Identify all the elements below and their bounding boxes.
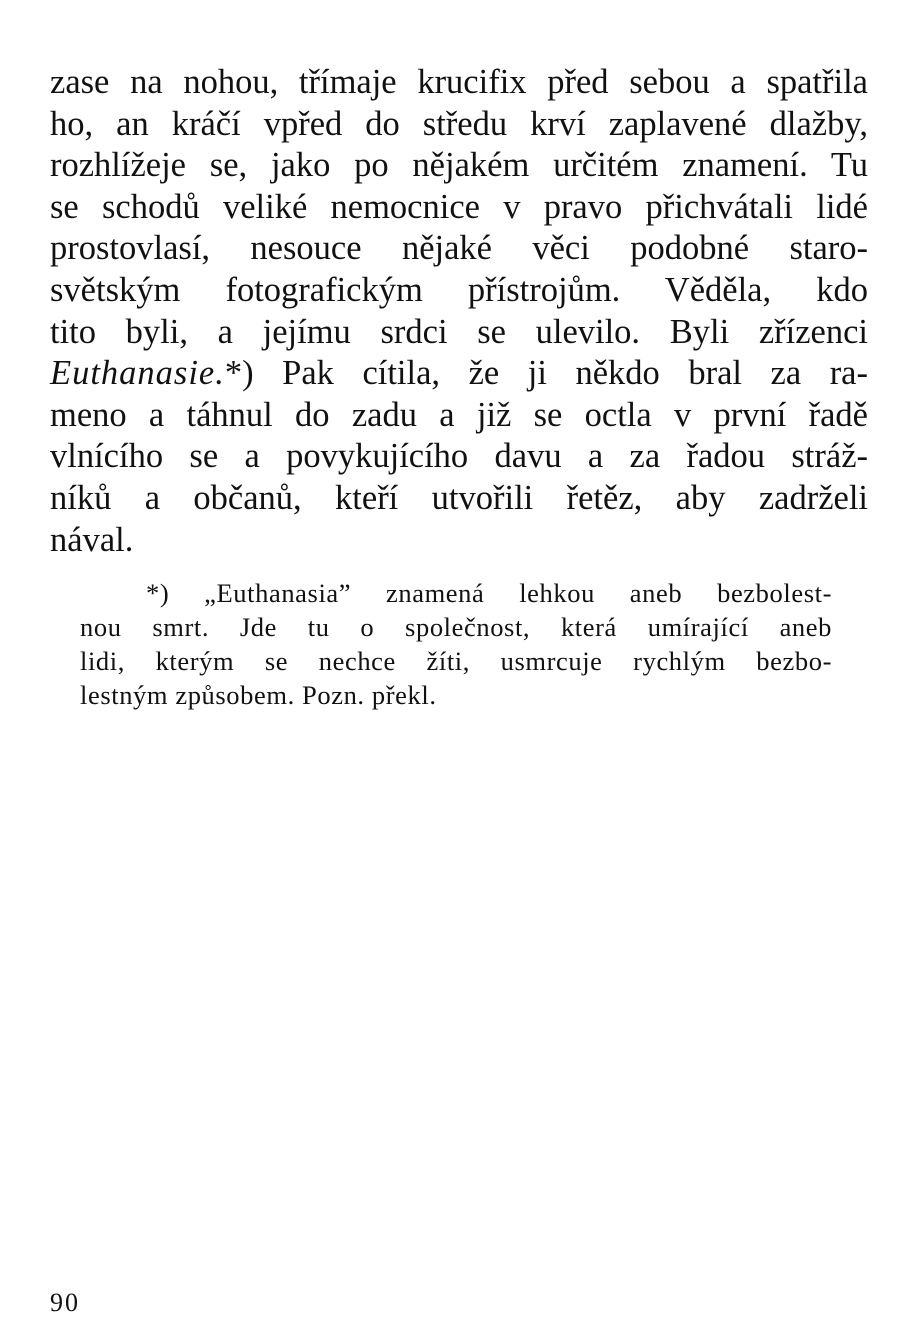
footnote-reference: *) xyxy=(224,354,254,393)
body-line-7: tito byli, a jejímu srdci se ulevilo. Byli zřízenci xyxy=(50,312,868,351)
body-line-9: meno a táhnul do zadu a již se octla v první řadě xyxy=(50,395,868,434)
body-line-6: světským fotografickým přístrojům. Věděla, kdo xyxy=(50,270,868,309)
body-line-8-text: Pak cítila, že ji někdo bral za ra- xyxy=(282,354,868,393)
body-line-12: nával. xyxy=(50,520,134,559)
body-line-2: ho, an kráčí vpřed do středu krví zaplavené dlažby, xyxy=(50,104,868,143)
body-line-11: níků a občanů, kteří utvořili řetěz, aby zadrželi xyxy=(50,478,868,517)
body-line-8 xyxy=(50,353,868,395)
footnote-line-1: *) „Euthanasia” znamená lehkou aneb bezbolest- xyxy=(146,578,832,608)
body-line-3: rozhlížeje se, jako po nějakém určitém znamení. Tu xyxy=(50,146,868,185)
body-line-4: se schodů veliké nemocnice v pravo přichvátali lidé xyxy=(50,187,868,226)
body-line-1: zase na nohou, třímaje krucifix před sebou a spatřila xyxy=(50,63,868,101)
footnote-line-2: nou smrt. Jde tu o společnost, která umírající aneb xyxy=(80,612,832,642)
body-line-10: vlnícího se a povykujícího davu a za řadou stráž- xyxy=(50,437,868,476)
body-paragraph xyxy=(50,62,868,561)
page-number: 90 xyxy=(50,1288,80,1317)
body-line-5: prostovlasí, nesouce nějaké věci podobné staro- xyxy=(50,229,868,268)
footnote xyxy=(80,576,832,712)
footnote-line-4: lestným způsobem. Pozn. překl. xyxy=(80,680,437,710)
footnote-line-3: lidi, kterým se nechce žíti, usmrcuje rychlým bezbo- xyxy=(80,646,832,676)
italic-term: Euthanasie. xyxy=(50,354,225,393)
